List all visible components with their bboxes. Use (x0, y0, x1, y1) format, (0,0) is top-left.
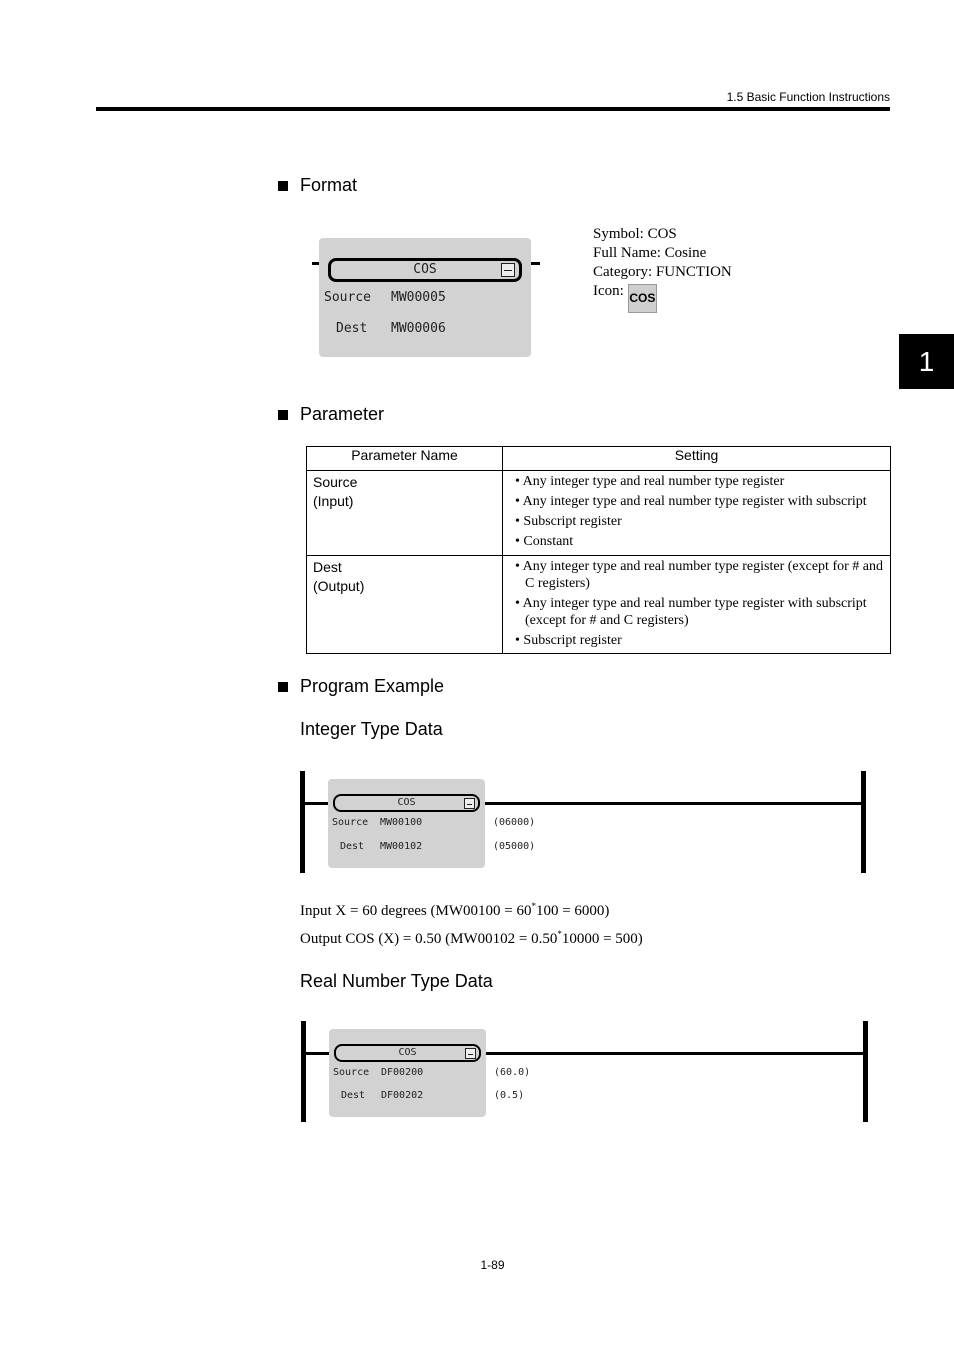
input-equation (300, 901, 609, 920)
format-source-label: Source (324, 290, 371, 305)
eq-text: Output COS (X) = 0.50 (MW00102 = 0.50 (300, 931, 558, 947)
real-block-title: COS (398, 1047, 417, 1058)
block-menu-icon (501, 263, 515, 277)
block-menu-icon (464, 798, 475, 809)
format-heading-text: Format (300, 175, 358, 195)
integer-function-block (328, 779, 485, 868)
integer-dest-label: Dest (340, 841, 365, 852)
integer-source-result: (06000) (493, 817, 536, 828)
category-line: Category: FUNCTION (593, 264, 732, 280)
table-row (307, 471, 891, 556)
format-dest-value: MW00006 (391, 321, 446, 336)
parameter-table (306, 446, 891, 654)
chapter-tab: 1 (899, 334, 954, 389)
parameter-heading-text: Parameter (300, 404, 385, 424)
integer-heading: Integer Type Data (300, 719, 443, 739)
setting-item: • Subscript register (515, 514, 622, 529)
cos-icon: COS (628, 284, 657, 313)
output-equation (300, 929, 643, 948)
full-name-line: Full Name: Cosine (593, 245, 707, 261)
integer-source-value: MW00100 (380, 817, 423, 828)
real-source-value: DF00200 (381, 1067, 424, 1078)
real-source-result: (60.0) (494, 1067, 531, 1078)
integer-source-label: Source (332, 817, 369, 828)
integer-dest-result: (05000) (493, 841, 536, 852)
real-dest-label: Dest (341, 1090, 366, 1101)
integer-dest-value: MW00102 (380, 841, 423, 852)
block-menu-icon (465, 1048, 476, 1059)
left-power-rail (300, 771, 305, 873)
running-header: 1.5 Basic Function Instructions (726, 90, 890, 104)
real-source-label: Source (333, 1067, 370, 1078)
eq-sup: * (531, 901, 536, 911)
param-setting-cell (503, 556, 891, 654)
column-header: Setting (503, 447, 891, 471)
symbol-info (593, 225, 732, 313)
setting-item: • Any integer type and real number type register (515, 474, 785, 489)
page-number: 1-89 (480, 1258, 505, 1272)
parameter-heading (278, 404, 384, 425)
format-block-title-bar (328, 258, 522, 282)
integer-block-title-bar (333, 794, 480, 812)
setting-item: • Any integer type and real number type register with subscript (515, 494, 867, 509)
real-heading: Real Number Type Data (300, 971, 493, 991)
header-rule (96, 107, 890, 111)
bullet-square-icon (278, 410, 288, 420)
eq-text: Input X = 60 degrees (MW00100 = 60 (300, 903, 532, 919)
integer-block-title: COS (397, 797, 416, 808)
real-block-title-bar (334, 1044, 481, 1062)
table-header-row (307, 447, 891, 471)
eq-text: 10000 = 500) (561, 931, 643, 947)
param-name-cell (307, 471, 503, 556)
setting-item: • Constant (515, 534, 574, 549)
param-name-cell (307, 556, 503, 654)
right-power-rail (863, 1021, 868, 1122)
format-source-value: MW00005 (391, 290, 446, 305)
eq-sup: * (557, 929, 562, 939)
setting-item: • Any integer type and real number type register (except for # and C registers) (515, 559, 883, 591)
symbol-line: Symbol: COS (593, 226, 677, 242)
real-dest-value: DF00202 (381, 1090, 424, 1101)
icon-line (593, 282, 732, 313)
right-power-rail (861, 771, 866, 873)
format-function-block (319, 238, 531, 357)
bullet-square-icon (278, 181, 288, 191)
real-function-block (329, 1029, 486, 1117)
format-dest-label: Dest (336, 321, 368, 336)
setting-item: • Subscript register (515, 633, 622, 648)
column-header: Parameter Name (307, 447, 503, 471)
program-example-heading (278, 676, 444, 697)
program-example-heading-text: Program Example (300, 676, 445, 696)
param-setting-cell (503, 471, 891, 556)
bullet-square-icon (278, 682, 288, 692)
param-name: Dest (313, 559, 342, 575)
param-direction: (Output) (313, 578, 365, 594)
eq-text: 100 = 6000) (535, 903, 610, 919)
left-power-rail (301, 1021, 306, 1122)
param-direction: (Input) (313, 493, 354, 509)
setting-item: • Any integer type and real number type register with subscript (except for # and C registers) (515, 596, 867, 628)
icon-label: Icon: (593, 283, 624, 299)
format-block-title: COS (413, 262, 437, 277)
real-dest-result: (0.5) (494, 1090, 525, 1101)
format-heading (278, 175, 357, 196)
table-row (307, 556, 891, 654)
param-name: Source (313, 474, 358, 490)
